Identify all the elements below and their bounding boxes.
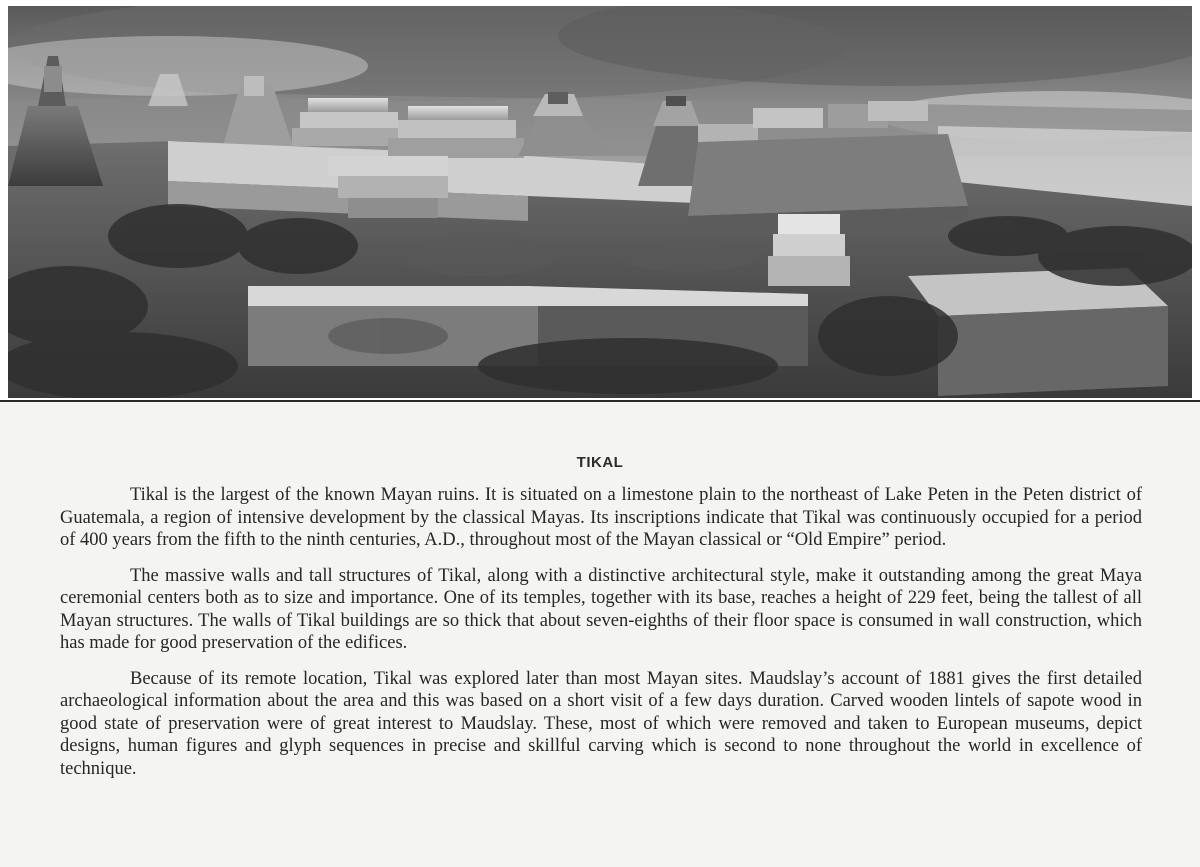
caption-paragraph: Because of its remote location, Tikal was explored later than most Mayan sites. Maudslay’s account of 1881 gives the first detailed archaeological information about the area and this was based on a short visit of a few days duration. Carved wooden lintels of sapote wood in good state of preservation were of great interest to Maudslay. These, most of which were removed and taken to European museums, depict designs, human figures and glyph sequences in precise and skillful carving which is second to none throughout the world in excellence of technique. <box>60 668 1142 779</box>
tikal-ruins-painting-icon <box>8 6 1192 398</box>
caption-paragraph: The massive walls and tall structures of Tikal, along with a distinctive architectural style, make it outstanding among the great Maya ceremonial centers both as to size and importance. One of its temples, together with its base, reaches a height of 229 feet, being the tallest of all Mayan structures. The walls of Tikal buildings are so thick that about seven-eighths of their floor space is consumed in wall construction, which has made for good preservation of the edifices. <box>60 565 1142 653</box>
caption-panel <box>0 400 1200 867</box>
caption-paragraph: Tikal is the largest of the known Mayan ruins. It is situated on a limestone plain to the northeast of Lake Peten in the Peten district of Guatemala, a region of intensive development by the classical Mayas. Its inscriptions indicate that Tikal was continuously occupied for a period of 400 years from the fifth to the ninth centuries, A.D., throughout most of the Mayan classical or “Old Empire” period. <box>60 485 1142 550</box>
caption-body <box>60 484 1142 793</box>
tikal-ruins-illustration <box>8 6 1192 398</box>
caption-title: TIKAL <box>576 454 624 471</box>
